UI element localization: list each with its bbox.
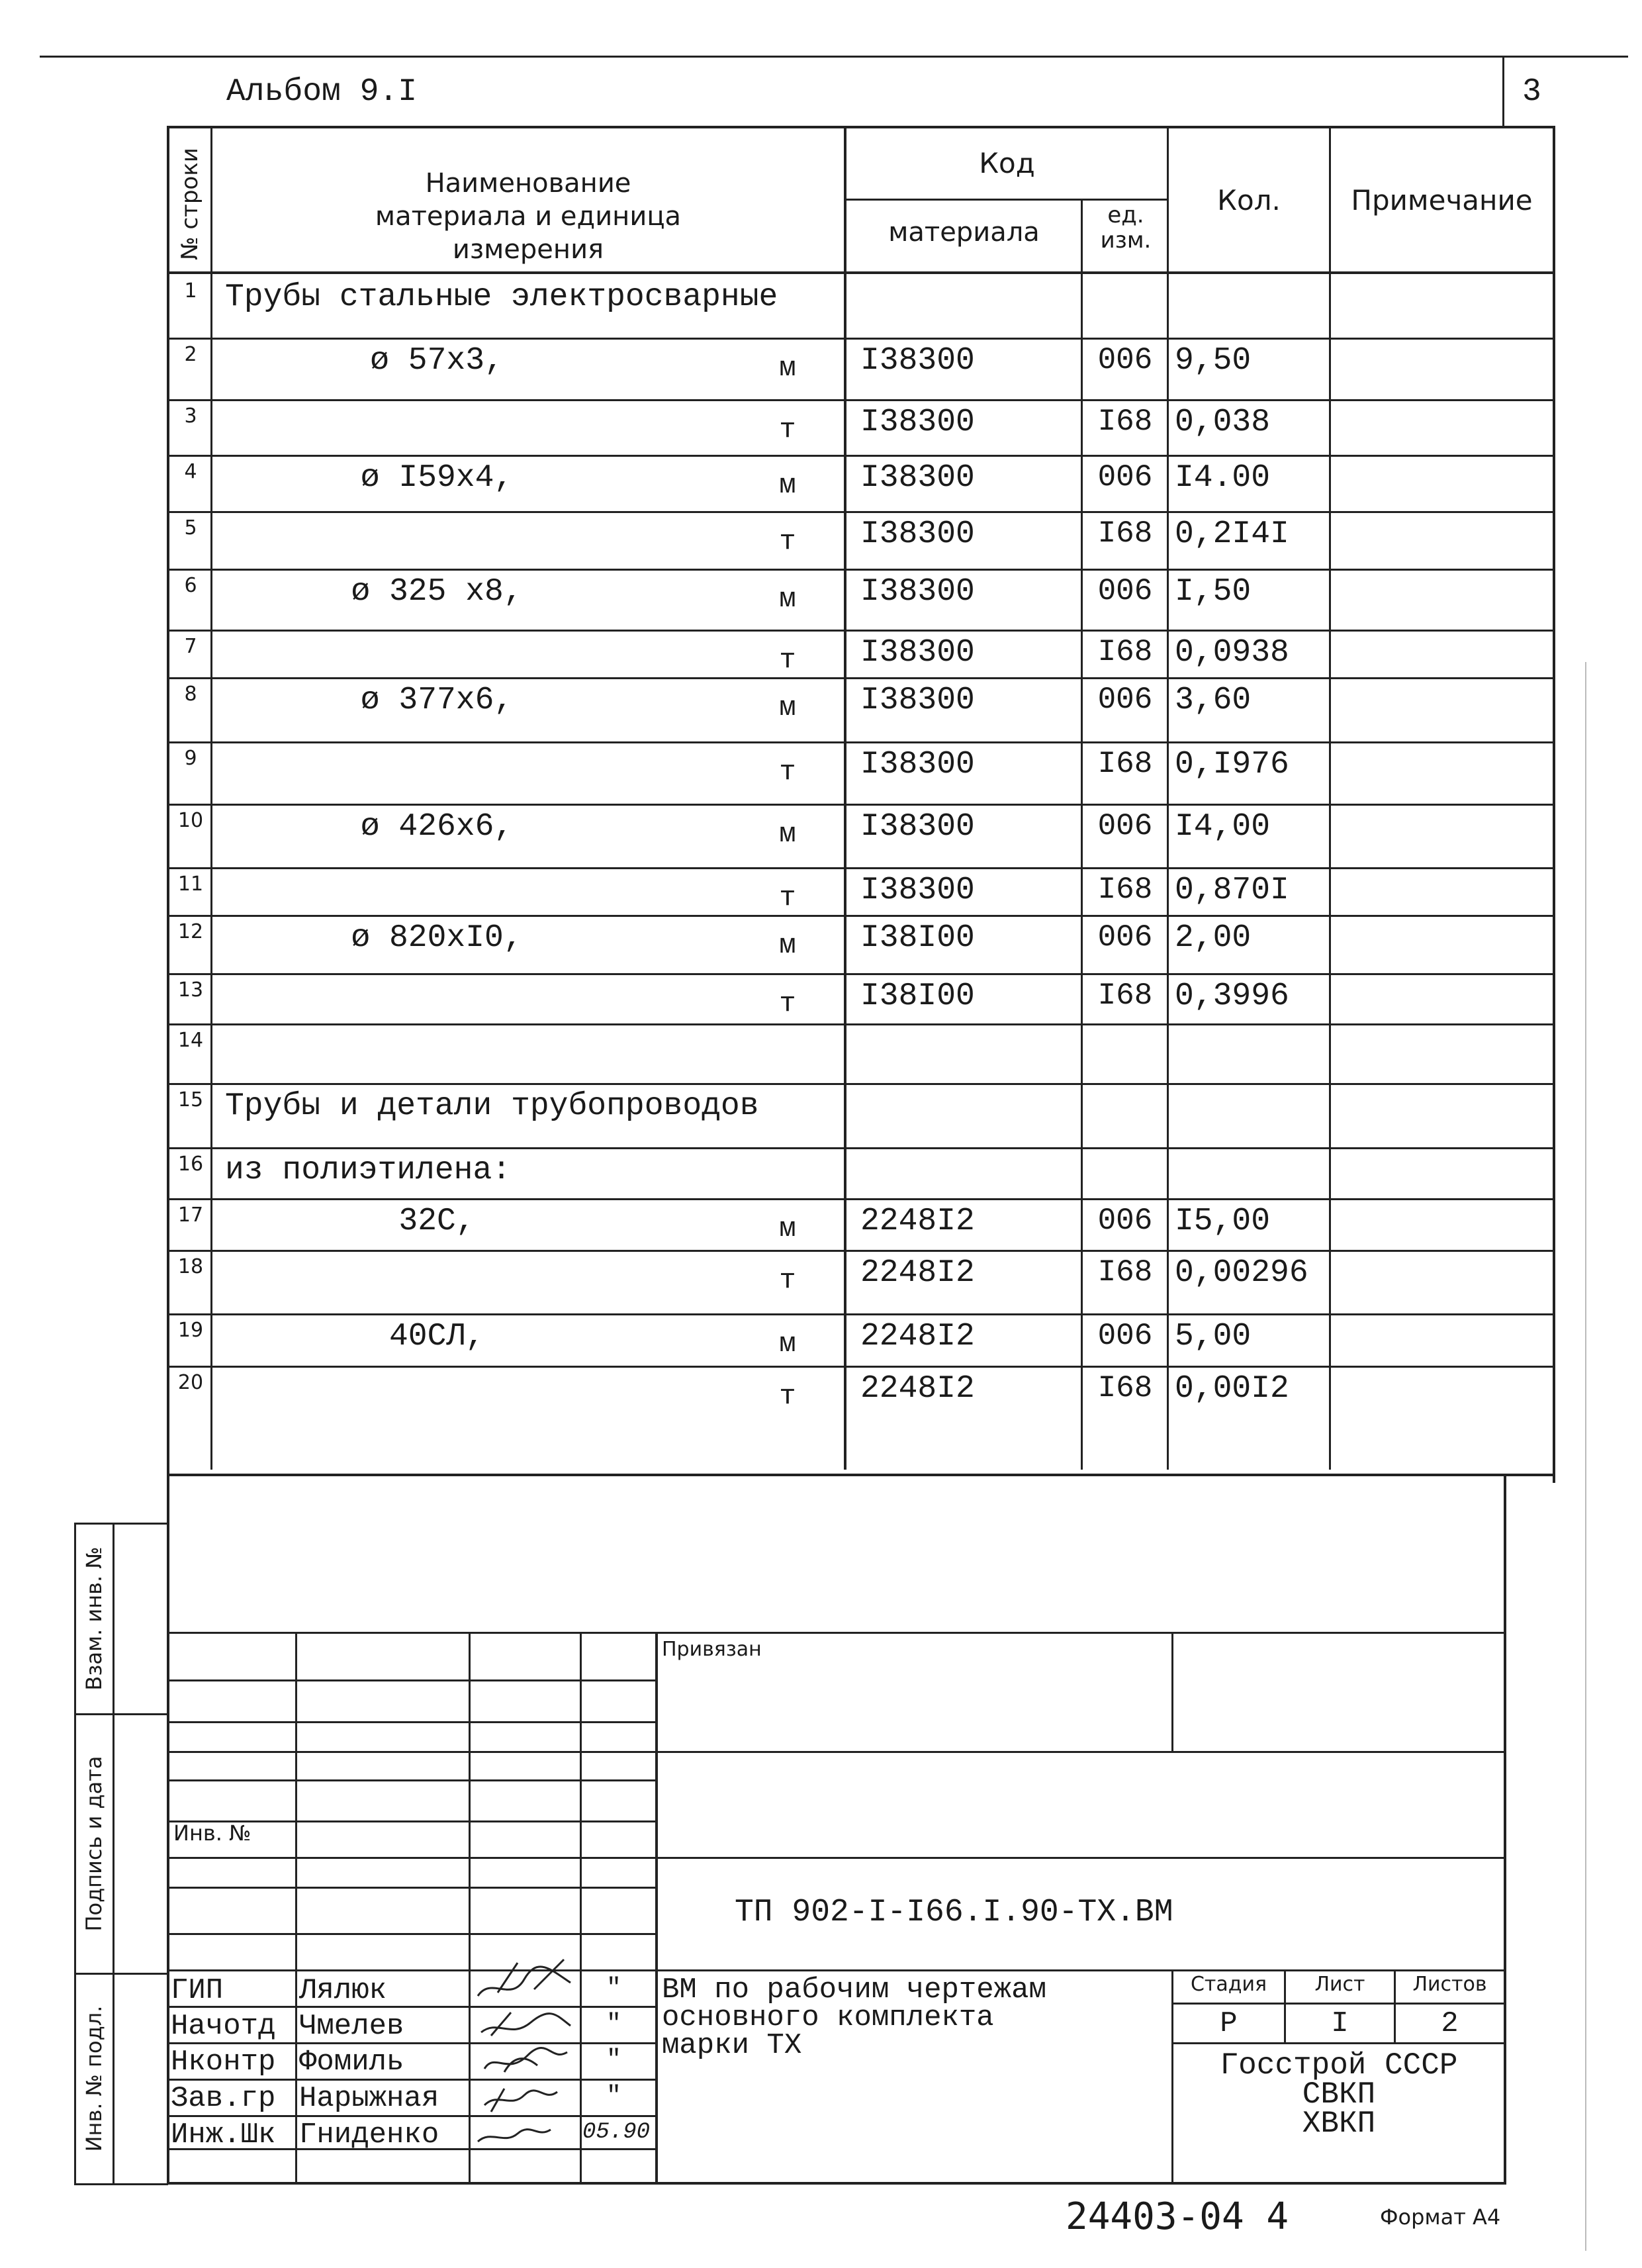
stamp-privyazan-divider bbox=[1171, 1632, 1173, 1751]
inv-no-label: Инв. № bbox=[173, 1820, 251, 1846]
row-unit-code: 006 bbox=[1097, 920, 1153, 955]
row-quantity: 0,2I4I bbox=[1175, 516, 1289, 552]
row-name: ø 57x3, bbox=[370, 343, 504, 379]
row-unit: м bbox=[779, 469, 796, 501]
document-title: ВМ по рабочим чертежам основного комплекта марки ТХ bbox=[662, 1973, 1046, 2062]
row-material-code: I38300 bbox=[860, 873, 975, 908]
sheets-value: 2 bbox=[1441, 2007, 1459, 2040]
row-divider bbox=[169, 1366, 1554, 1368]
row-unit-code: I68 bbox=[1097, 516, 1153, 551]
row-unit: т bbox=[779, 414, 796, 446]
format-label: Формат А4 bbox=[1380, 2204, 1501, 2230]
row-divider bbox=[169, 804, 1554, 806]
row-quantity: I,50 bbox=[1175, 574, 1252, 610]
row-material-code: I38300 bbox=[860, 516, 975, 552]
row-unit-code: 006 bbox=[1097, 343, 1153, 377]
stamp-hline-3 bbox=[167, 1721, 657, 1723]
header-bottom-border bbox=[167, 271, 1555, 274]
row-quantity: I4.00 bbox=[1175, 460, 1271, 496]
stamp-hline-2 bbox=[167, 1679, 657, 1681]
archive-number: 24403-04 4 bbox=[1066, 2195, 1289, 2238]
row-divider bbox=[169, 1198, 1554, 1200]
row-material-code: I38300 bbox=[860, 683, 975, 718]
col-line-name bbox=[844, 126, 846, 1470]
page-number: 3 bbox=[1522, 74, 1541, 110]
row-name: ø 325 x8, bbox=[351, 574, 523, 610]
row-number: 8 bbox=[184, 683, 197, 706]
row-name: из полиэтилена: bbox=[225, 1153, 512, 1188]
row-material-code: 2248I2 bbox=[860, 1319, 975, 1354]
row-unit-code: I68 bbox=[1097, 635, 1153, 669]
row-material-code: I38300 bbox=[860, 404, 975, 440]
row-number: 6 bbox=[184, 574, 197, 597]
row-divider bbox=[169, 1147, 1554, 1149]
row-name: Трубы и детали трубопроводов bbox=[225, 1088, 759, 1124]
row-quantity: 3,60 bbox=[1175, 683, 1252, 718]
row-material-code: I38300 bbox=[860, 747, 975, 782]
row-quantity: 0,0938 bbox=[1175, 635, 1289, 671]
row-number: 3 bbox=[184, 404, 197, 428]
row-number: 1 bbox=[184, 279, 197, 303]
stamp-stage-hline bbox=[1171, 2003, 1506, 2005]
row-unit-code: 006 bbox=[1097, 683, 1153, 717]
row-name: ø I59x4, bbox=[360, 460, 514, 496]
stamp-hline-10 bbox=[167, 1969, 1506, 1971]
col-line-unit bbox=[1167, 126, 1169, 1470]
note-header: Примечание bbox=[1351, 184, 1533, 216]
stamp-vline-date bbox=[655, 1632, 658, 2183]
row-unit: т bbox=[779, 988, 796, 1019]
stamp-hline-4 bbox=[167, 1751, 1506, 1753]
row-unit: м bbox=[779, 583, 796, 615]
page-number-divider bbox=[1502, 56, 1504, 127]
row-unit-code: 006 bbox=[1097, 1319, 1153, 1353]
stamp-hline-13 bbox=[167, 2079, 657, 2081]
row-number: 19 bbox=[177, 1319, 204, 1342]
row-quantity: 0,I976 bbox=[1175, 747, 1289, 782]
code-subheader-line bbox=[846, 199, 1169, 201]
signatures-image bbox=[471, 1956, 581, 2168]
row-number: 2 bbox=[184, 343, 197, 366]
stamp-hline-8 bbox=[167, 1887, 657, 1889]
row-quantity: 0,038 bbox=[1175, 404, 1271, 440]
name-gip: Лялюк bbox=[299, 1974, 387, 2007]
row-material-code: I38300 bbox=[860, 635, 975, 671]
row-unit-code: I68 bbox=[1097, 404, 1153, 439]
name-zavgr: Нарыжная bbox=[299, 2082, 439, 2115]
stamp-bottom bbox=[167, 2182, 1506, 2185]
table-bottom-border bbox=[167, 1474, 1555, 1476]
row-unit-code: I68 bbox=[1097, 978, 1153, 1013]
row-number: 9 bbox=[184, 747, 197, 770]
row-divider bbox=[169, 1250, 1554, 1252]
stamp-hline-5 bbox=[167, 1779, 657, 1781]
row-unit: м bbox=[779, 929, 796, 961]
row-unit-code: 006 bbox=[1097, 809, 1153, 843]
name-nachotd: Чмелев bbox=[299, 2010, 404, 2043]
row-material-code: I38I00 bbox=[860, 978, 975, 1014]
row-divider bbox=[169, 338, 1554, 340]
row-quantity: I4,00 bbox=[1175, 809, 1271, 845]
row-name: ø 426x6, bbox=[360, 809, 514, 845]
col-line-rowno bbox=[210, 126, 212, 1470]
organization: Госстрой СССР СВКП ХВКП bbox=[1220, 2048, 1458, 2141]
stage-label: Стадия bbox=[1190, 1973, 1267, 1996]
stamp-hline-1 bbox=[167, 1632, 1506, 1634]
row-divider bbox=[169, 511, 1554, 513]
row-quantity: 9,50 bbox=[1175, 343, 1252, 379]
row-unit-code: 006 bbox=[1097, 1204, 1153, 1238]
row-unit-code: I68 bbox=[1097, 1255, 1153, 1290]
row-quantity: 0,870I bbox=[1175, 873, 1289, 908]
role-nkontr: Нконтр bbox=[171, 2046, 276, 2079]
row-material-code: I38I00 bbox=[860, 920, 975, 956]
row-unit: м bbox=[779, 1213, 796, 1245]
row-divider bbox=[169, 569, 1554, 571]
row-number: 18 bbox=[177, 1255, 204, 1278]
row-divider bbox=[169, 630, 1554, 632]
row-unit-code: I68 bbox=[1097, 747, 1153, 781]
top-rule bbox=[40, 56, 1628, 58]
row-unit: т bbox=[779, 526, 796, 557]
row-name: Трубы стальные электросварные bbox=[225, 279, 778, 315]
row-unit-code: 006 bbox=[1097, 574, 1153, 608]
row-number: 13 bbox=[177, 978, 204, 1002]
row-divider bbox=[169, 455, 1554, 457]
row-number: 16 bbox=[177, 1153, 204, 1176]
date-nkontr: " bbox=[606, 2046, 621, 2074]
col-line-material bbox=[1081, 199, 1083, 1470]
side-label-inv-podl: Инв. № подл. bbox=[81, 2005, 107, 2152]
row-no-header: № строки bbox=[177, 147, 203, 260]
row-number: 4 bbox=[184, 460, 197, 483]
row-unit-code: I68 bbox=[1097, 1371, 1153, 1405]
row-unit-code: I68 bbox=[1097, 873, 1153, 907]
side-strip-inner bbox=[113, 1523, 114, 2185]
code-material-header: материала bbox=[888, 217, 1040, 248]
row-unit-code: 006 bbox=[1097, 460, 1153, 495]
row-unit: т bbox=[779, 644, 796, 676]
row-unit: т bbox=[779, 1264, 796, 1296]
row-quantity: I5,00 bbox=[1175, 1204, 1271, 1239]
row-material-code: I38300 bbox=[860, 460, 975, 496]
row-divider bbox=[169, 1023, 1554, 1025]
role-nachotd: Начотд bbox=[171, 2010, 276, 2043]
sheet-value: I bbox=[1331, 2007, 1349, 2040]
row-unit: м bbox=[779, 352, 796, 384]
row-material-code: I38300 bbox=[860, 574, 975, 610]
document-code: ТП 902-I-I66.I.90-ТХ.ВМ bbox=[735, 1895, 1173, 1930]
row-number: 20 bbox=[177, 1371, 204, 1394]
name-inzh: Гниденко bbox=[299, 2118, 439, 2151]
row-name: ø 820xI0, bbox=[351, 920, 523, 956]
date-nachotd: " bbox=[606, 2010, 621, 2038]
table-top-border bbox=[167, 126, 1555, 128]
row-material-code: 2248I2 bbox=[860, 1204, 975, 1239]
row-number: 10 bbox=[177, 809, 204, 832]
date-zavgr: " bbox=[606, 2082, 621, 2110]
row-unit: т bbox=[779, 756, 796, 788]
row-name: ø 377x6, bbox=[360, 683, 514, 718]
code-unit-header: ед. изм. bbox=[1100, 202, 1152, 254]
row-divider bbox=[169, 1083, 1554, 1085]
row-quantity: 0,00296 bbox=[1175, 1255, 1308, 1291]
sheet-label: Лист bbox=[1314, 1973, 1365, 1996]
row-unit: м bbox=[779, 692, 796, 724]
stamp-hline-9 bbox=[167, 1933, 657, 1935]
row-name: 40СЛ, bbox=[388, 1319, 485, 1354]
qty-header: Кол. bbox=[1217, 184, 1281, 216]
stamp-hline-11 bbox=[167, 2006, 657, 2008]
row-divider bbox=[169, 867, 1554, 869]
privyazan-label: Привязан bbox=[662, 1638, 762, 1661]
stamp-hline-14 bbox=[167, 2115, 657, 2117]
side-label-podpis: Подпись и дата bbox=[81, 1756, 107, 1932]
date-gip: " bbox=[606, 1974, 621, 2003]
row-number: 12 bbox=[177, 920, 204, 943]
row-divider bbox=[169, 1313, 1554, 1315]
row-unit: м bbox=[779, 818, 796, 850]
stamp-hline-7 bbox=[167, 1857, 1506, 1859]
row-quantity: 2,00 bbox=[1175, 920, 1252, 956]
row-unit: т bbox=[779, 1380, 796, 1412]
role-zavgr: Зав.гр bbox=[171, 2082, 276, 2115]
row-number: 11 bbox=[177, 873, 204, 896]
row-number: 17 bbox=[177, 1204, 204, 1227]
name-header: Наименование материала и единица измерения bbox=[375, 168, 682, 265]
role-gip: ГИП bbox=[171, 1974, 224, 2007]
col-line-qty bbox=[1329, 126, 1331, 1470]
sheets-label: Листов bbox=[1412, 1973, 1487, 1996]
side-label-vzam: Взам. инв. № bbox=[81, 1546, 107, 1691]
stamp-vline-role bbox=[295, 1632, 297, 2183]
row-divider bbox=[169, 399, 1554, 401]
row-name: 32С, bbox=[398, 1204, 475, 1239]
row-divider bbox=[169, 915, 1554, 917]
row-unit: т bbox=[779, 882, 796, 914]
stage-value: Р bbox=[1220, 2007, 1238, 2040]
row-material-code: 2248I2 bbox=[860, 1255, 975, 1291]
row-material-code: I38300 bbox=[860, 809, 975, 845]
row-quantity: 0,00I2 bbox=[1175, 1371, 1289, 1407]
row-divider bbox=[169, 741, 1554, 743]
row-material-code: 2248I2 bbox=[860, 1371, 975, 1407]
name-nkontr: Фомиль bbox=[299, 2046, 404, 2079]
row-number: 14 bbox=[177, 1029, 204, 1052]
stamp-org-top bbox=[1171, 2042, 1506, 2044]
row-quantity: 0,3996 bbox=[1175, 978, 1289, 1014]
stamp-vline-name bbox=[469, 1632, 471, 2183]
row-number: 5 bbox=[184, 516, 197, 540]
row-quantity: 5,00 bbox=[1175, 1319, 1252, 1354]
row-number: 15 bbox=[177, 1088, 204, 1111]
row-divider bbox=[169, 973, 1554, 975]
date-inzh: 05.90 bbox=[582, 2120, 651, 2145]
side-strip-bottom bbox=[74, 2183, 168, 2185]
right-edge-rule bbox=[1585, 662, 1586, 2251]
role-inzh: Инж.Шк bbox=[171, 2118, 276, 2151]
row-material-code: I38300 bbox=[860, 343, 975, 379]
row-unit: м bbox=[779, 1328, 796, 1360]
row-divider bbox=[169, 677, 1554, 679]
album-title: Альбом 9.I bbox=[226, 74, 418, 110]
code-header: Код bbox=[979, 147, 1035, 179]
row-number: 7 bbox=[184, 635, 197, 658]
